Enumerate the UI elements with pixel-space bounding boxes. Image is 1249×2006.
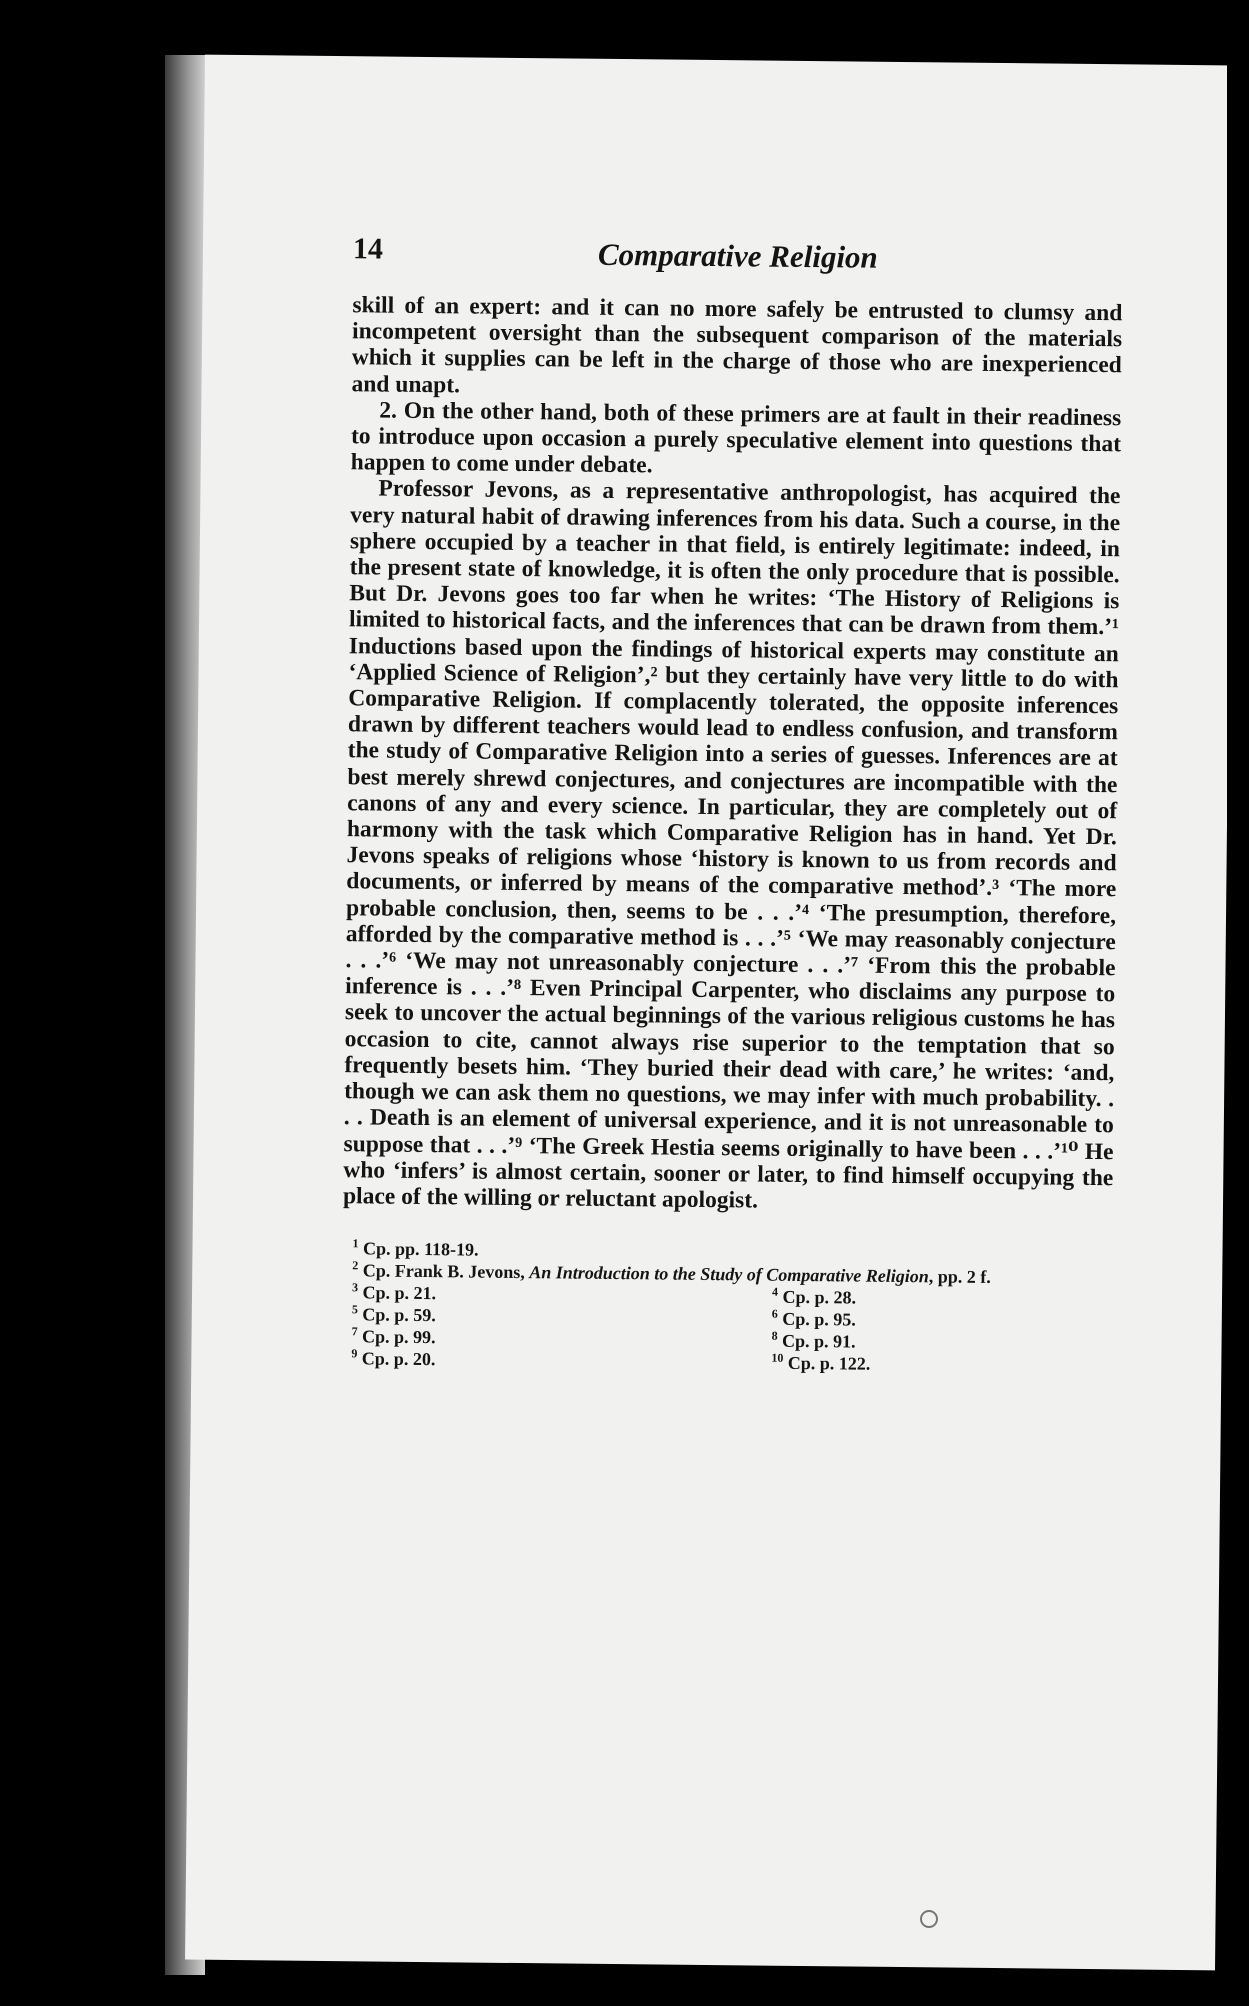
footnote-marker: 6 xyxy=(771,1306,778,1321)
footnote-marker: 8 xyxy=(771,1328,778,1343)
footnote-text: Cp. pp. 118-19. xyxy=(362,1238,479,1260)
page-content xyxy=(341,232,1123,1377)
footnote-marker: 10 xyxy=(771,1350,784,1365)
footnote-text: Cp. p. 122. xyxy=(787,1352,871,1374)
footnote-text: Cp. p. 59. xyxy=(362,1304,436,1326)
footnote-text: Cp. p. 20. xyxy=(361,1348,436,1370)
page-header xyxy=(353,232,1124,300)
footnotes xyxy=(341,1237,1112,1377)
footnote-text: Cp. p. 95. xyxy=(782,1308,856,1330)
book-page xyxy=(185,55,1235,1971)
scan-speck xyxy=(920,1910,938,1928)
footnote-9 xyxy=(351,1347,771,1373)
footnote-marker: 3 xyxy=(352,1280,359,1295)
footnote-book-title: An Introduction to the Study of Comparative Religion xyxy=(529,1262,929,1287)
footnote-text: Cp. Frank B. Jevons, xyxy=(362,1260,530,1283)
footnote-text: Cp. p. 91. xyxy=(781,1330,856,1352)
page-number: 14 xyxy=(352,232,384,266)
paragraph-2: 2. On the other hand, both of these primers are at fault in their readiness to introduce upon occasion a purely speculative element into questions that happen to come under debate. xyxy=(350,397,1122,479)
footnote-10 xyxy=(771,1352,1121,1378)
paragraph-continued: skill of an expert: and it can no more safely be entrusted to clumsy and incompetent oversight than the subsequent comparison of the materials which it supplies can be left in the charge of those who are inexperienced and unapt. xyxy=(351,292,1123,398)
footnote-text: Cp. p. 21. xyxy=(362,1282,437,1304)
footnote-marker: 2 xyxy=(352,1258,359,1273)
footnote-text: , pp. 2 f. xyxy=(928,1266,991,1288)
footnote-marker: 9 xyxy=(351,1346,358,1361)
footnote-grid xyxy=(341,1281,1112,1377)
body-text xyxy=(343,292,1123,1217)
running-title: Comparative Religion xyxy=(597,236,878,275)
scan-right-border xyxy=(1227,0,1249,2006)
footnote-text: Cp. p. 99. xyxy=(361,1326,436,1348)
footnote-marker: 1 xyxy=(352,1236,359,1251)
footnote-marker: 7 xyxy=(351,1324,358,1339)
footnote-marker: 4 xyxy=(772,1284,779,1299)
paragraph-jevons: Professor Jevons, as a representative anthropologist, has acquired the very natural habit of drawing inferences from his data. Such a course, in the sphere occupied by a teacher in that field, is entirely legitimate: indeed, in the present state of knowledge, it is often the only procedure that is possible. But Dr. Jevons goes too far when he writes: ‘The History of Religions is limited to historical facts, and the inferences that can be drawn from them.’¹ Inductions based upon the findings of historical experts may constitute an ‘Applied Science of Religion’,² but they certainly have very little to do with Comparative Religion. If complacently tolerated, the opposite inferences drawn by different teachers would lead to endless confusion, and transform the study of Comparative Religion into a series of guesses. Inferences are at best merely shrewd conjectures, and conjectures are incompatible with the canons of any and every science. In particular, they are completely out of harmony with the task which Comparative Religion has in hand. Yet Dr. Jevons speaks of religions whose ‘history is known to us from records and documents, or inferred by means of the comparative method’.³ ‘The more probable conclusion, then, seems to be . . .’⁴ ‘The presumption, therefore, afforded by the comparative method is . . .’⁵ ‘We may reasonably conjecture . . .’⁶ ‘We may not unreasonably conjecture . . .’⁷ ‘From this the probable inference is . . .’⁸ Even Principal Carpenter, who disclaims any purpose to seek to uncover the actual beginnings of the various religious customs he has occasion to cite, cannot always rise superior to the temptation that so frequently besets him. ‘They buried their dead with care,’ he writes: ‘and, though we can ask them no questions, we may infer with much probability. . . . Death is an element of universal experience, and it is not unreasonable to suppose that . . .’⁹ ‘The Greek Hestia seems originally to have been . . .’¹⁰ He who ‘infers’ is almost certain, sooner or later, to find himself occupying the place of the willing or reluctant apologist. xyxy=(342,475,1121,1214)
footnote-text: Cp. p. 28. xyxy=(782,1286,857,1308)
footnote-marker: 5 xyxy=(351,1302,358,1317)
